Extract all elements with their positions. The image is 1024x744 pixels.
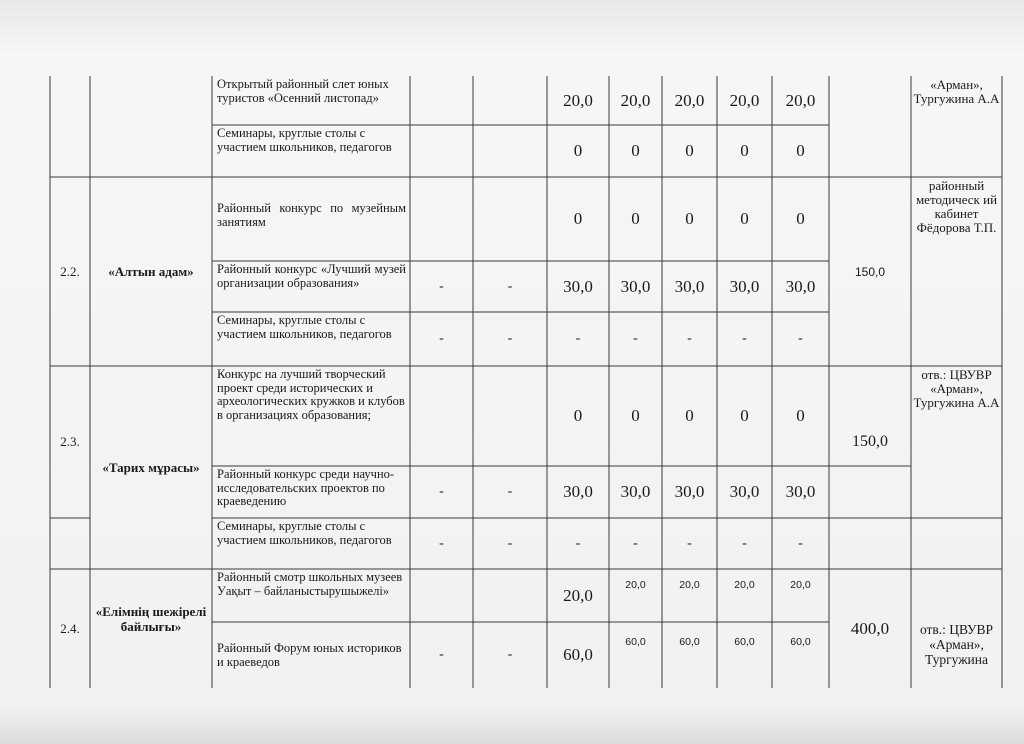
value-cell: 20,0: [785, 90, 816, 110]
value-cell: 20,0: [790, 579, 811, 591]
value-cell: -: [798, 535, 803, 551]
value-cell: 0: [796, 406, 805, 425]
value-cell: -: [575, 535, 581, 551]
value-cell: 0: [685, 141, 694, 160]
value-cell: 0: [796, 209, 805, 228]
desc-cell: Районный конкурс «Лучший музей организации образования»: [217, 262, 406, 290]
value-cell: 30,0: [785, 482, 816, 501]
value-cell: 0: [631, 141, 640, 160]
desc-cell: Конкурс на лучший творческий проект среди исторических и археологических кружков и клубов в организациях образования;: [217, 367, 405, 422]
value-cell: 20,0: [729, 90, 760, 110]
value-cell: -: [633, 535, 638, 551]
desc-cell: Семинары, круглые столы с участием школьников, педагогов: [217, 313, 392, 341]
value-cell: -: [507, 535, 513, 551]
value-cell: 60,0: [790, 636, 811, 648]
value-cell: 20,0: [563, 90, 593, 110]
row-number: 2.2.: [60, 263, 80, 279]
value-cell: -: [575, 331, 581, 346]
section-title: «Елімнің шежірелі байлығы»: [95, 604, 207, 634]
section-title: «Алтын адам»: [108, 264, 194, 279]
value-cell: -: [687, 331, 692, 346]
value-cell: -: [742, 331, 747, 346]
desc-cell: Семинары, круглые столы с участием школьников, педагогов: [217, 126, 392, 154]
value-cell: 30,0: [563, 276, 593, 296]
value-cell: -: [507, 647, 513, 662]
responsible-cell: отв.: ЦВУВР «Арман», Тургужина А.А: [913, 367, 1000, 410]
value-cell: 0: [573, 209, 583, 228]
responsible-cell: «Арман», Тургужина А.А: [913, 77, 1000, 106]
value-cell: 20,0: [679, 579, 700, 591]
value-cell: -: [507, 331, 513, 346]
value-cell: -: [439, 331, 444, 346]
value-cell: 20,0: [563, 585, 593, 605]
value-cell: 60,0: [734, 636, 755, 648]
value-cell: -: [439, 647, 444, 662]
desc-cell: Районный конкурс среди научно-исследовательских проектов по краеведению: [217, 467, 395, 508]
value-cell: -: [439, 535, 444, 551]
total-cell: 150,0: [852, 433, 888, 450]
value-cell: -: [507, 278, 513, 294]
section-title: «Тарих мұрасы»: [102, 460, 200, 475]
desc-cell: Районный Форум юных историков и краеведов: [217, 641, 402, 669]
desc-cell: Районный смотр школьных музеев Уақыт – байланыстырушыжелі»: [217, 570, 403, 598]
value-cell: 20,0: [674, 90, 705, 110]
value-cell: -: [798, 331, 803, 346]
desc-cell: Семинары, круглые столы с участием школьников, педагогов: [217, 519, 392, 547]
value-cell: 0: [740, 141, 749, 160]
total-cell: 150,0: [854, 264, 886, 279]
value-cell: 30,0: [563, 482, 593, 501]
value-cell: 30,0: [785, 276, 816, 296]
value-cell: 60,0: [625, 636, 646, 648]
value-cell: -: [742, 535, 747, 551]
value-cell: 30,0: [674, 482, 705, 501]
value-cell: 0: [740, 209, 749, 228]
desc-cell: Открытый районный слет юных туристов «Осенний листопад»: [217, 77, 389, 105]
value-cell: 30,0: [620, 482, 651, 501]
desc-cell: Районный конкурс по музейным занятиям: [217, 201, 406, 229]
value-cell: 0: [685, 209, 694, 228]
value-cell: -: [633, 331, 638, 346]
value-cell: 20,0: [620, 90, 651, 110]
value-cell: 60,0: [679, 636, 700, 648]
value-cell: 20,0: [734, 579, 755, 591]
value-cell: -: [687, 535, 692, 551]
value-cell: 0: [631, 406, 640, 425]
row-number: 2.4.: [60, 620, 80, 636]
value-cell: 0: [573, 141, 583, 160]
value-cell: 60,0: [563, 645, 593, 664]
responsible-cell: отв.: ЦВУВР «Арман», Тургужина: [919, 622, 994, 667]
value-cell: 20,0: [625, 579, 646, 591]
value-cell: -: [439, 484, 444, 499]
value-cell: 30,0: [729, 482, 760, 501]
value-cell: 0: [796, 141, 805, 160]
value-cell: 30,0: [729, 276, 760, 296]
value-cell: 30,0: [620, 276, 651, 296]
value-cell: 0: [740, 406, 749, 425]
value-cell: -: [439, 278, 444, 294]
value-cell: 0: [685, 406, 694, 425]
value-cell: 0: [631, 209, 640, 228]
row-number: 2.3.: [60, 434, 80, 449]
value-cell: -: [507, 484, 513, 499]
total-cell: 400,0: [850, 618, 890, 638]
responsible-cell: районный методическ ий кабинет Фёдорова Т.П.: [915, 178, 998, 235]
value-cell: 30,0: [674, 276, 705, 296]
value-cell: 0: [573, 406, 583, 425]
